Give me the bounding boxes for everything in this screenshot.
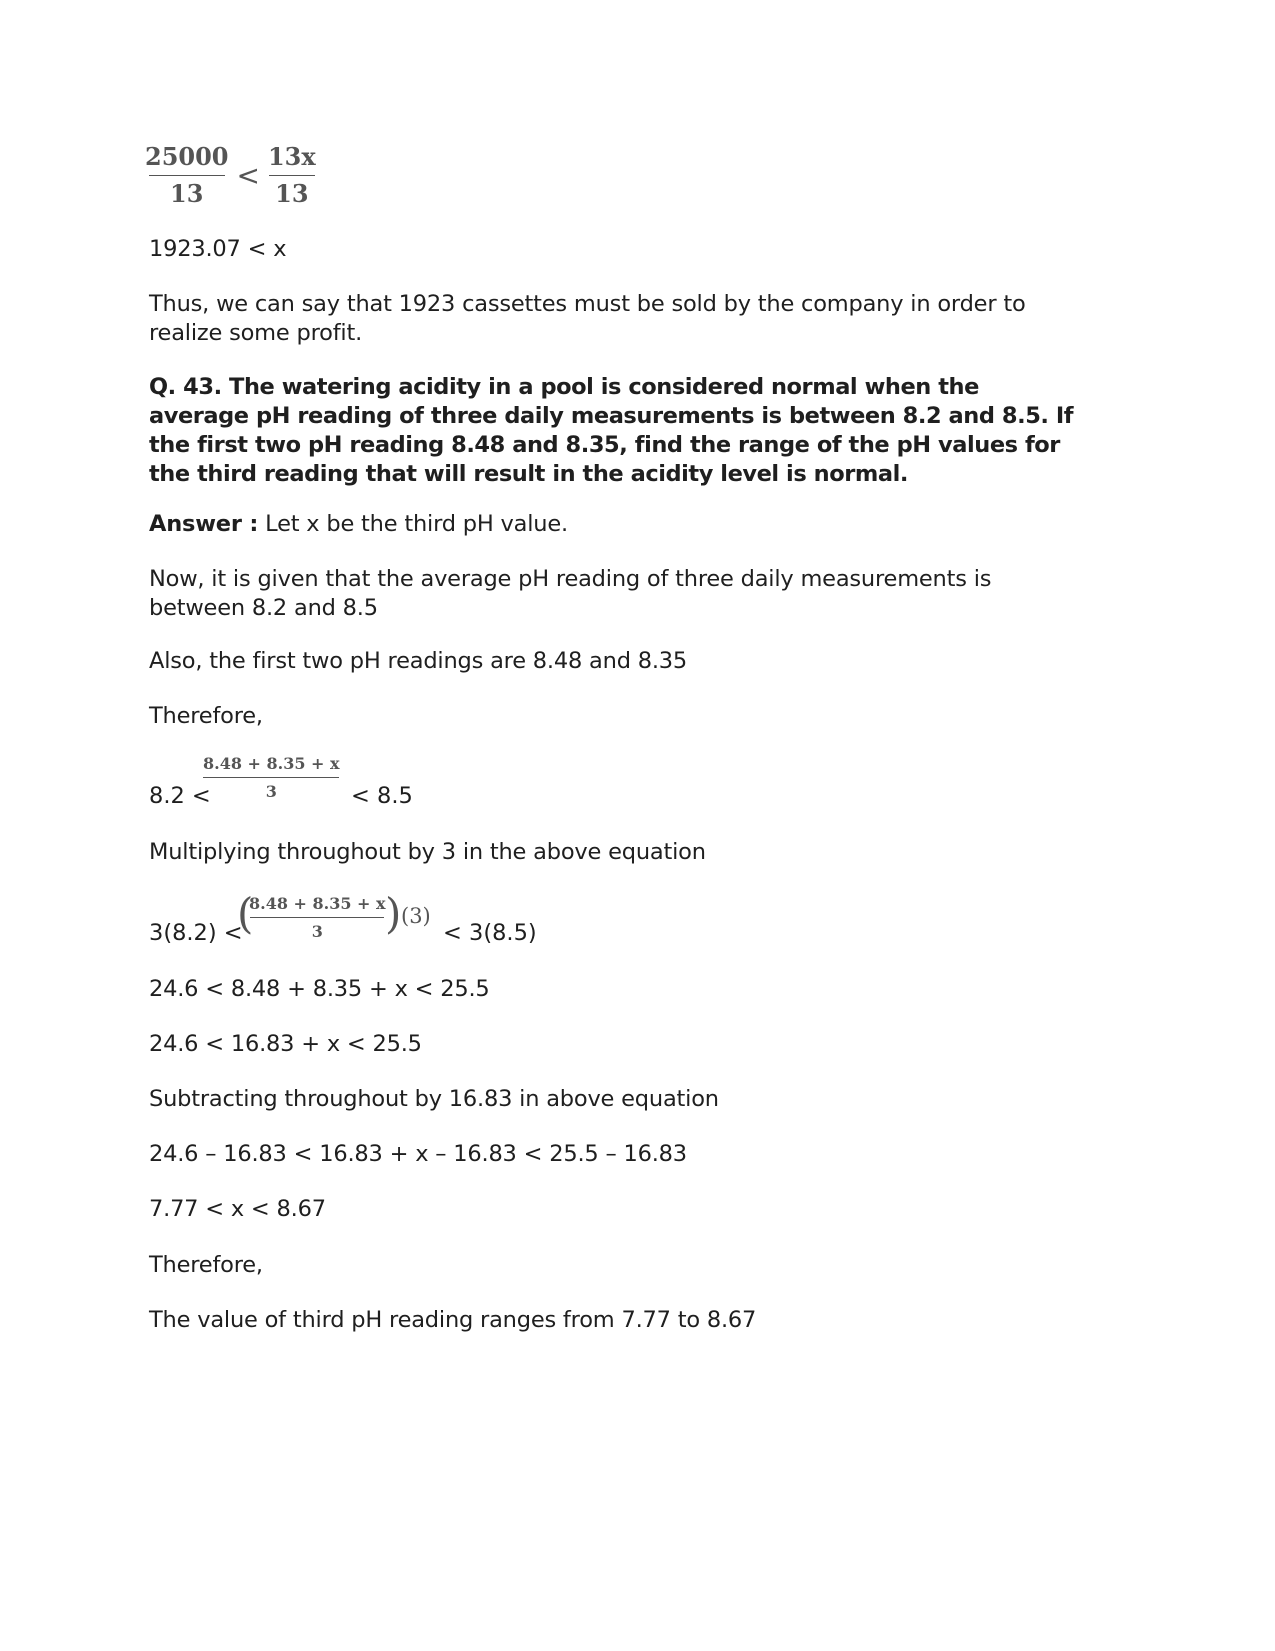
result-line: 1923.07 < x bbox=[149, 236, 287, 262]
fraction-left-numerator: 25000 bbox=[145, 142, 229, 171]
fraction-right bbox=[266, 142, 318, 208]
step-line-4: 7.77 < x < 8.67 bbox=[149, 1196, 326, 1222]
conclusion-paragraph: Thus, we can say that 1923 cassettes must be sold by the company in order to realize some profit. bbox=[149, 291, 1026, 346]
fraction-left-denominator: 13 bbox=[170, 179, 204, 208]
question-heading: Q. 43. The watering acidity in a pool is considered normal when the average pH reading of three daily measurements is between 8.2 and 8.5. If the first two pH reading 8.48 and 8.35, find the range of the pH values for the third reading that will result in the acidity level is normal. bbox=[149, 374, 1074, 487]
close-paren: ) bbox=[385, 889, 402, 938]
inequality-multiplied bbox=[149, 889, 649, 952]
inequality-fraction-numerator: 8.48 + 8.35 + x bbox=[203, 754, 340, 773]
final-answer: The value of third pH reading ranges from 7.77 to 8.67 bbox=[149, 1307, 757, 1333]
given-paragraph: Now, it is given that the average pH reading of three daily measurements is between 8.2 and 8.5 bbox=[149, 566, 992, 621]
inequality-average bbox=[149, 754, 549, 814]
multiplier-factor: (3) bbox=[401, 904, 431, 928]
answer-text: Let x be the third pH value. bbox=[258, 511, 568, 537]
answer-label: Answer : bbox=[149, 511, 259, 537]
inequality-fraction-denominator: 3 bbox=[265, 782, 277, 801]
therefore-text: Therefore, bbox=[149, 703, 263, 729]
subtract-paragraph: Subtracting throughout by 16.83 in above equation bbox=[149, 1086, 719, 1112]
inequality-multiplied-right: < 3(8.5) bbox=[443, 920, 537, 946]
inequality-fraction bbox=[203, 754, 340, 801]
inequality-left: 8.2 < bbox=[149, 783, 211, 809]
step-line-3: 24.6 – 16.83 < 16.83 + x – 16.83 < 25.5 – 16.83 bbox=[149, 1141, 687, 1167]
inequality-multiplied-left: 3(8.2) < bbox=[149, 920, 243, 946]
step-line-1: 24.6 < 8.48 + 8.35 + x < 25.5 bbox=[149, 976, 490, 1002]
fraction-left bbox=[143, 142, 231, 208]
fraction-inequality bbox=[143, 142, 318, 208]
step-line-2: 24.6 < 16.83 + x < 25.5 bbox=[149, 1031, 422, 1057]
inequality-right: < 8.5 bbox=[351, 783, 413, 809]
readings-paragraph: Also, the first two pH readings are 8.48 and 8.35 bbox=[149, 648, 688, 674]
fraction-relation: < bbox=[236, 158, 260, 192]
answer-line bbox=[149, 510, 1109, 539]
multiplied-fraction-numerator: 8.48 + 8.35 + x bbox=[249, 894, 386, 913]
open-paren: ( bbox=[237, 889, 254, 938]
multiply-paragraph: Multiplying throughout by 3 in the above equation bbox=[149, 839, 706, 865]
fraction-right-denominator: 13 bbox=[275, 179, 309, 208]
fraction-right-numerator: 13x bbox=[267, 142, 316, 171]
multiplied-fraction-denominator: 3 bbox=[311, 922, 323, 941]
multiplied-fraction bbox=[249, 894, 386, 941]
therefore-text-2: Therefore, bbox=[149, 1252, 263, 1278]
